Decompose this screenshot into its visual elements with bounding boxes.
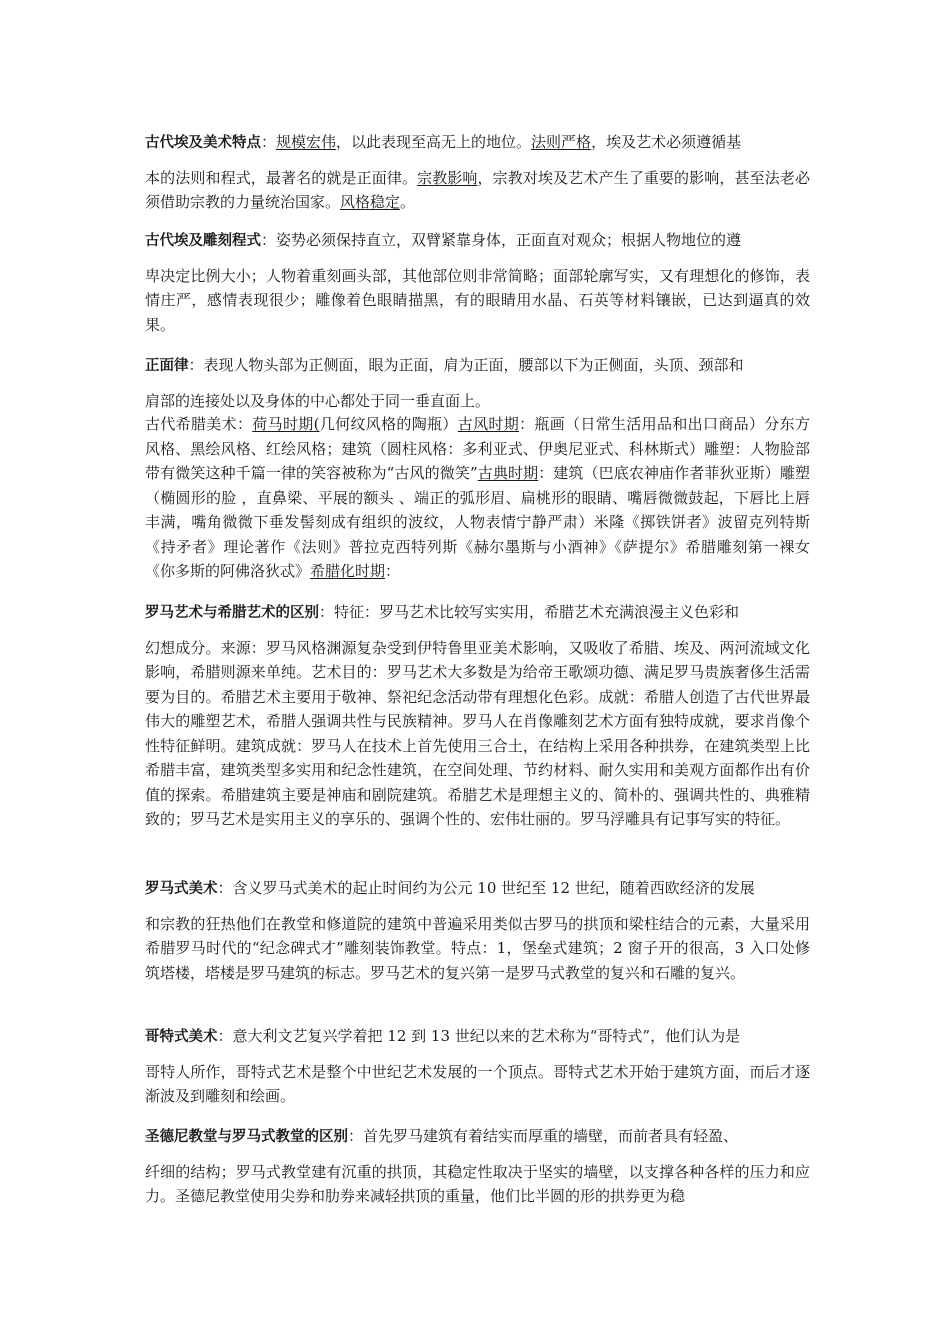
text: 和宗教的狂热他们在教堂和修道院的建筑中普遍采用类似古罗马的拱顶和梁柱结合的元素，大量采用希腊罗马时代的“纪念碑式才”雕刻装饰教堂。特点：1，堡垒式建筑；2 窗子开的很高，3 入口处修筑塔楼，塔楼是罗马建筑的标志。罗马艺术的复兴第一是罗马式教堂的复兴和石雕的复兴。 [145, 914, 810, 982]
underlined-term: 宗教影响 [417, 168, 478, 187]
para-romanesque [145, 876, 810, 985]
colon: ： [217, 879, 233, 897]
text: 卑决定比例大小；人物着重刻画头部，其他部位则非常简略；面部轮廓写实，又有理想化的修饰，表情庄严，感情表现很少；雕像着色眼睛描黑，有的眼睛用水晶、石英等材料镶嵌，已达到逼真的效果。 [145, 266, 810, 334]
para-first-line [145, 600, 810, 626]
text: 特征：罗马艺术比较写实实用，希腊艺术充满浪漫主义色彩和 [334, 603, 740, 621]
heading: 古代埃及美术特点 [145, 135, 261, 151]
para-first-line [145, 1024, 810, 1050]
underlined-term: 风格稳定 [340, 193, 401, 211]
para-saint-denis [145, 1124, 810, 1209]
text: 本的法则和程式，最著名的就是正面律。 [145, 168, 418, 187]
heading: 正面律 [145, 358, 189, 374]
colon: ： [188, 356, 204, 374]
text: ：瓶画（日常生活用品和出口商品）分东方风格、黑绘风格、红绘风格；建筑（圆柱风格：多利亚式、伊奥尼亚式、科林斯式）雕塑：人物脸部带有微笑这种千篇一律的笑容被称为“古风的微笑” [145, 415, 810, 482]
text: 。 [400, 193, 416, 211]
underlined-term: 古风时期 [457, 415, 520, 433]
text: 纤细的结构；罗马式教堂建有沉重的拱顶，其稳定性取决于坚实的墙壁，以支撑各种各样的压力和应力。圣德尼教堂使用尖券和肋券来减轻拱顶的重量，他们比半圆的形的拱券更为稳 [145, 1162, 810, 1205]
para-first-line [145, 876, 810, 902]
text: 表现人物头部为正侧面，眼为正面，肩为正面，腰部以下为正侧面，头顶、颈部和 [203, 356, 744, 374]
text: 含义罗马式美术的起止时间约为公元 10 世纪至 12 世纪，随着西欧经济的发展 [232, 879, 755, 897]
heading: 圣德尼教堂与罗马式教堂的区别 [145, 1129, 348, 1145]
underlined-term: ( [313, 415, 320, 433]
heading: 罗马艺术与希腊艺术的区别 [145, 605, 319, 621]
para-first-line [145, 228, 810, 254]
text: ： [385, 562, 401, 580]
colon: ： [319, 603, 335, 621]
underlined-term: 法则严格 [531, 133, 592, 151]
text: ，宗教对埃及艺术产生了重要的影响，甚至法老必须借助宗教的力量统治国家。 [145, 168, 810, 211]
text: ，以此表现至高无上的地位。 [336, 133, 532, 151]
colon: ： [261, 231, 277, 249]
para-first-line [145, 353, 810, 379]
colon: ： [217, 1027, 233, 1045]
para-first-line [145, 1124, 810, 1150]
para-frontality [145, 353, 810, 413]
text: 几何纹风格的陶瓶） [319, 415, 458, 433]
text: 哥特人所作，哥特式艺术是整个中世纪艺术发展的一个顶点。哥特式艺术开始于建筑方面，而后才逐渐波及到雕刻和绘画。 [145, 1062, 810, 1105]
para-egypt-art-features [145, 130, 810, 215]
para-gothic [145, 1024, 810, 1109]
para-greek-art [145, 412, 810, 584]
para-first-line [145, 130, 810, 156]
text: 古代希腊美术： [145, 415, 253, 433]
text: 幻想成分。来源：罗马风格渊源复杂受到伊特鲁里亚美术影响，又吸收了希腊、埃及、两河流域文化影响，希腊则源来单纯。艺术目的：罗马艺术大多数是为给帝王歌颂功德、满足罗马贵族奢侈生活需要为目的。希腊艺术主要用于敬神、祭祀纪念活动带有理想化色彩。成就：希腊人创造了古代世界最伟大的雕塑艺术，希腊人强调共性与民族精神。罗马人在肖像雕刻艺术方面有独特成就，要求肖像个性特征鲜明。建筑成就：罗马人在技术上首先使用三合土，在结构上采用各种拱券，在建筑类型上比希腊丰富，建筑类型多实用和纪念性建筑，在空间处理、节约材料、耐久实用和美观方面都作出有价值的探索。希腊建筑主要是神庙和剧院建筑。希腊艺术是理想主义的、简朴的、强调共性的、典雅精致的；罗马艺术是实用主义的享乐的、强调个性的、宏伟壮丽的。罗马浮雕具有记事写实的特征。 [145, 638, 810, 828]
underlined-term: 荷马时期 [252, 415, 314, 433]
heading: 哥特式美术 [145, 1029, 218, 1045]
heading: 古代埃及雕刻程式 [145, 233, 261, 249]
text: ，埃及艺术必须遵循基 [591, 133, 742, 151]
text: 肩部的连接处以及身体的中心都处于同一垂直面上。 [145, 391, 491, 410]
underlined-term: 规模宏伟 [276, 133, 337, 151]
colon: ： [261, 133, 277, 151]
heading: 罗马式美术 [145, 881, 218, 897]
underlined-term: 古典时期 [477, 464, 539, 482]
text: ：建筑（巴底农神庙作者菲狄亚斯）雕塑（椭圆形的脸 ，直鼻梁、平展的额头 、端正的弧形眉、扁桃形的眼睛、嘴唇微微鼓起，下唇比上唇丰满，嘴角微微下垂发髻刻成有组织的波纹，人物表情宁静严肃）米隆《掷铁饼者》波留克列特斯《持矛者》理论著作《法则》普拉克西特列斯《赫尔墨斯与小酒神》《萨提尔》希腊雕刻第一裸女《你多斯的阿佛洛狄忒》 [145, 464, 810, 580]
underlined-term: 希腊化时期 [310, 562, 386, 580]
text: 姿势必须保持直立，双臂紧靠身体，正面直对观众；根据人物地位的遵 [276, 231, 742, 249]
text: 意大利文艺复兴学着把 12 到 13 世纪以来的艺术称为“哥特式”，他们认为是 [232, 1027, 741, 1045]
para-rome-vs-greece [145, 600, 810, 832]
colon: ： [348, 1127, 364, 1145]
text: 首先罗马建筑有着结实而厚重的墙壁，而前者具有轻盈、 [363, 1127, 739, 1145]
para-egypt-sculpture [145, 228, 810, 337]
